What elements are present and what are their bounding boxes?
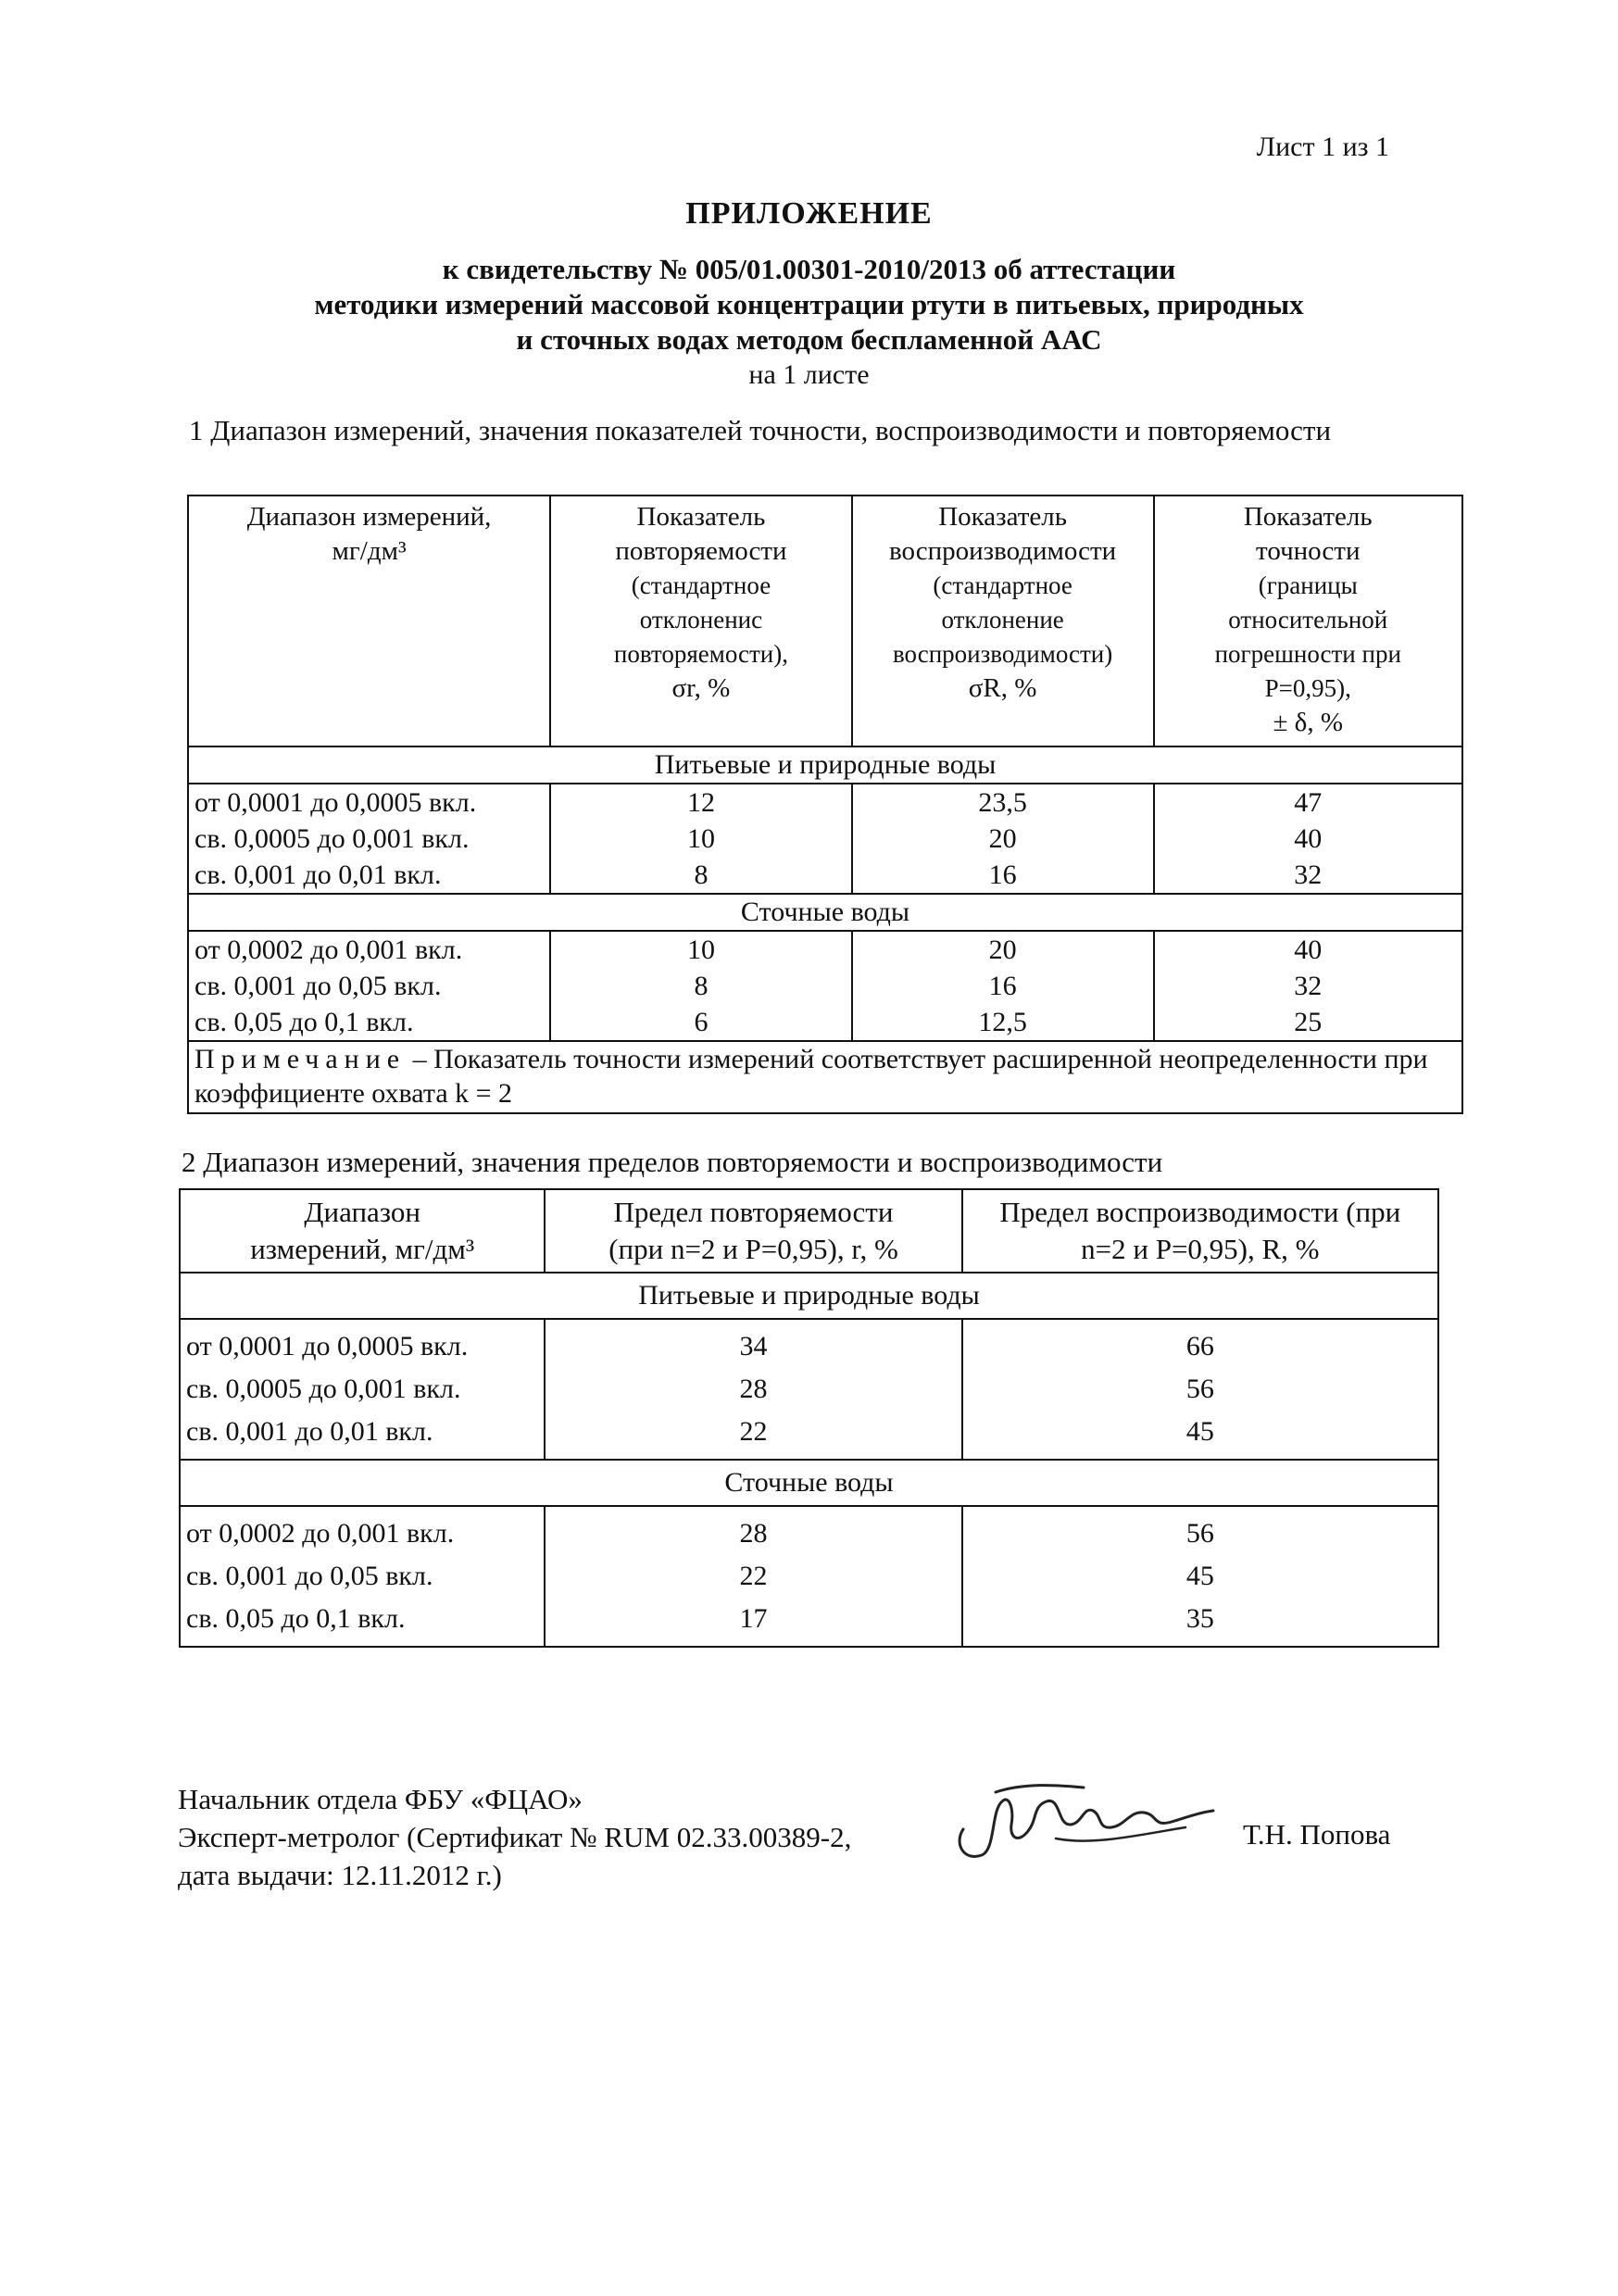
table-row: св. 0,05 до 0,1 вкл. 6 12,5 25 [188, 1004, 1462, 1041]
header-range: Диапазон измерений, мг/дм³ [188, 496, 550, 747]
table-header-row [180, 1189, 1438, 1273]
header-accuracy: Показатель точности (границы относительной погрешности при P=0,95), ± δ, % [1154, 496, 1463, 747]
section-2-heading: 2 Диапазон измерений, значения пределов повторяемости и воспроизводимости [182, 1146, 1163, 1178]
signer-name: Т.Н. Попова [1243, 1818, 1391, 1851]
table-row: от 0,0002 до 0,001 вкл. 28 56 [180, 1506, 1438, 1555]
group-row: Сточные воды [180, 1460, 1438, 1506]
document-title: ПРИЛОЖЕНИЕ [685, 196, 933, 231]
table-row: от 0,0001 до 0,0005 вкл. 12 23,5 47 [188, 784, 1462, 821]
table-row: св. 0,001 до 0,05 вкл. 8 16 32 [188, 968, 1462, 1004]
group-row: Питьевые и природные воды [188, 747, 1462, 784]
table-row: от 0,0002 до 0,001 вкл. 10 20 40 [188, 931, 1462, 968]
table-header-row [188, 496, 1462, 747]
group-row: Сточные воды [188, 894, 1462, 931]
note-label: Примечание [194, 1044, 407, 1074]
handwritten-signature [945, 1774, 1223, 1876]
accuracy-table [187, 495, 1463, 1114]
certificate-date: дата выдачи: 12.11.2012 г.) [178, 1859, 502, 1891]
signer-certificate: Эксперт-метролог (Сертификат № RUM 02.33.00389-2, [178, 1821, 852, 1853]
header-range: Диапазон измерений, мг/дм³ [180, 1189, 545, 1273]
section-1-heading: 1 Диапазон измерений, значения показателей точности, воспроизводимости и повторяемости [189, 414, 1332, 446]
sheet-number: Лист 1 из 1 [1256, 132, 1389, 162]
table-row: от 0,0001 до 0,0005 вкл. 34 66 [180, 1319, 1438, 1368]
table-row: св. 0,001 до 0,05 вкл. 22 45 [180, 1555, 1438, 1598]
table-row: св. 0,001 до 0,01 вкл. 22 45 [180, 1411, 1438, 1460]
subtitle-line-3: и сточных водах методом беспламенной ААС [516, 323, 1102, 356]
header-reproducibility-limit: Предел воспроизводимости (при n=2 и P=0,95), R, % [962, 1189, 1438, 1273]
subtitle-line-4: на 1 листе [748, 359, 870, 390]
note-row [188, 1041, 1462, 1113]
signer-position: Начальник отдела ФБУ «ФЦАО» [178, 1783, 583, 1815]
note-text: – Показатель точности измерений соответствует расширенной неопределенности при коэффициенте охвата k = 2 [194, 1044, 1428, 1109]
subtitle-line-1: к свидетельству № 005/01.00301-2010/2013 об аттестации [442, 253, 1176, 285]
subtitle-line-2: методики измерений массовой концентрации ртути в питьевых, природных [314, 288, 1304, 320]
header-repeatability: Показатель повторяемости (стандартное отклоненис повторяемости), σr, % [550, 496, 852, 747]
limits-table [179, 1188, 1439, 1648]
header-repeatability-limit: Предел повторяемости (при n=2 и P=0,95), r, % [545, 1189, 961, 1273]
table-row: св. 0,0005 до 0,001 вкл. 28 56 [180, 1368, 1438, 1411]
table-row: св. 0,0005 до 0,001 вкл. 10 20 40 [188, 821, 1462, 857]
group-row: Питьевые и природные воды [180, 1273, 1438, 1319]
table-row: св. 0,05 до 0,1 вкл. 17 35 [180, 1598, 1438, 1647]
signature-block [178, 1780, 851, 1894]
header-reproducibility: Показатель воспроизводимости (стандартное отклонение воспроизводимости) σR, % [852, 496, 1154, 747]
table-row: св. 0,001 до 0,01 вкл. 8 16 32 [188, 857, 1462, 894]
